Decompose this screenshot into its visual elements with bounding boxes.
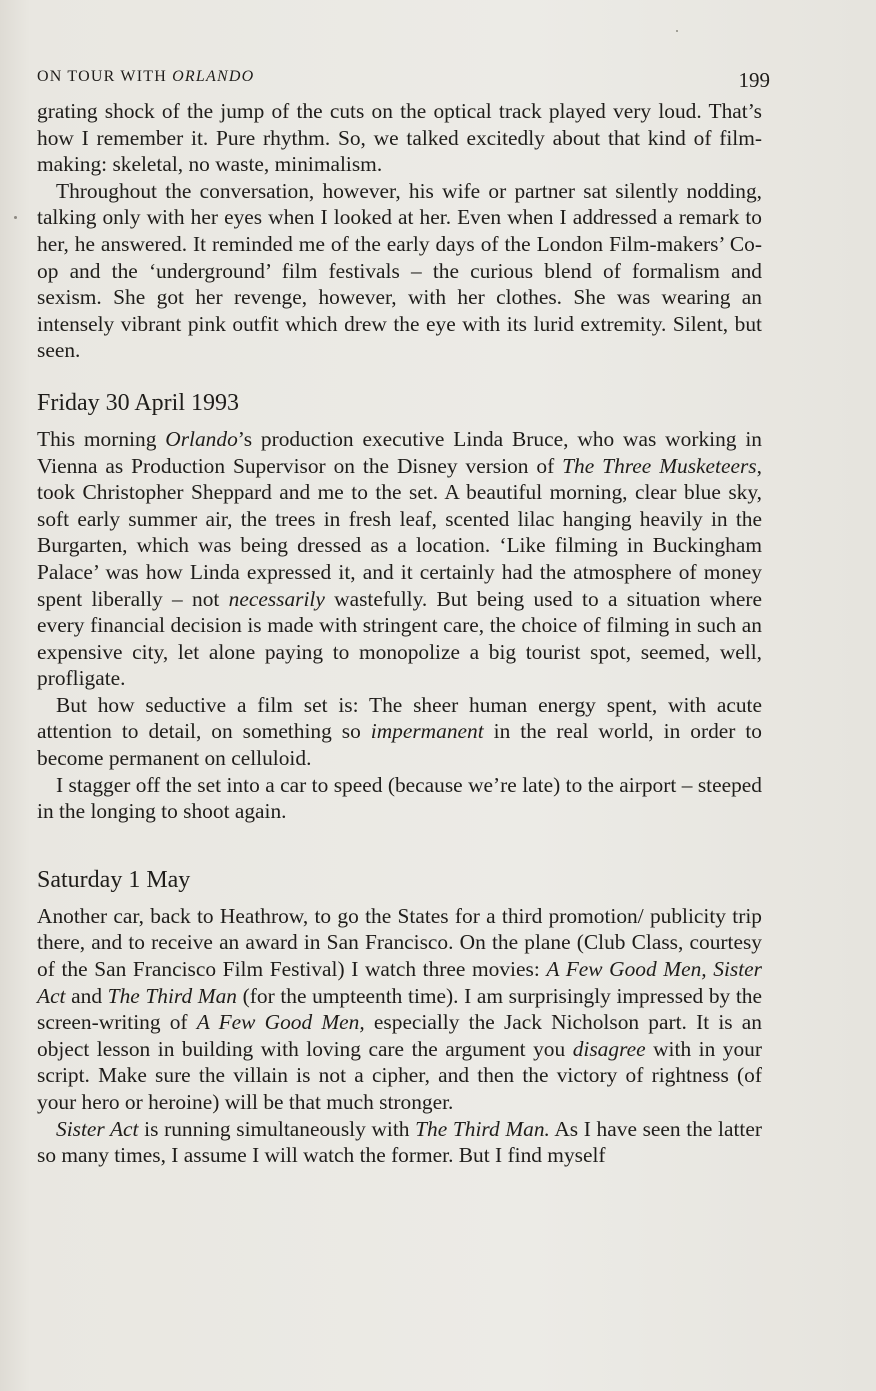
paragraph: Another car, back to Heathrow, to go the States for a third promotion/ publicity trip there, and to receive an award in San Francisco. On the plane (Club Class, courtesy of the San Francisco Film Festival) I watch three movies: A Few Good Men, Sister Act and The Third Man (for the umpteenth time). I am surprisingly impressed by the screen-writing of A Few Good Men, especially the Jack Nicholson part. It is an object lesson in building with loving care the argument you disagree with in your script. Make sure the villain is not a cipher, and then the victory of rightness (of your hero or heroine) will be that much stronger. bbox=[37, 903, 763, 1114]
paragraph: Throughout the conversation, however, his wife or partner sat silently nodding, talking only with her eyes when I looked at her. Even when I addressed a remark to her, he answered. It reminded me of the early days of the London Film-makers’ Co-op and the ‘underground’ film festivals – the curious blend of formalism and sexism. She got her revenge, however, with her clothes. She was wearing an intensely vibrant pink outfit which drew the eye with its lurid extremity. Silent, but seen. bbox=[37, 178, 762, 363]
diary-entry-heading: Friday 30 April 1993 bbox=[37, 389, 239, 416]
diary-entry-heading: Saturday 1 May bbox=[37, 866, 191, 893]
running-head-title: ON TOUR WITH ORLANDO bbox=[37, 68, 255, 85]
paragraph: But how seductive a film set is: The sheer human energy spent, with acute attention to detail, on something so impermanent in the real world, in order to become permanent on celluloid. bbox=[37, 692, 763, 771]
page-body bbox=[37, 98, 762, 1169]
paragraph: Sister Act is running simultaneously with The Third Man. As I have seen the latter so many times, I assume I will watch the former. But I find myself bbox=[37, 1116, 762, 1168]
scan-speck bbox=[14, 216, 17, 219]
paragraph: grating shock of the jump of the cuts on the optical track played very loud. That’s how I remember it. Pure rhythm. So, we talked excitedly about that kind of film-making: skeletal, no waste, minimalism. bbox=[37, 99, 762, 177]
paragraph: I stagger off the set into a car to speed (because we’re late) to the airport – steeped in the longing to shoot again. bbox=[37, 772, 762, 824]
running-head bbox=[37, 58, 770, 98]
scan-speck bbox=[676, 30, 678, 32]
page-number: 199 bbox=[738, 68, 770, 92]
paragraph: This morning Orlando’s production executive Linda Bruce, who was working in Vienna as Production Supervisor on the Disney version of The Three Musketeers, took Christopher Sheppard and me to the set. A beautiful morning, clear blue sky, soft early summer air, the trees in fresh leaf, scented lilac hanging heavily in the Burgarten, which was being dressed as a location. ‘Like filming in Buckingham Palace’ was how Linda expressed it, and it certainly had the atmosphere of money spent liberally – not necessarily wastefully. But being used to a situation where every financial decision is made with stringent care, the choice of filming in such an expensive city, let alone paying to monopolize a big tourist spot, seemed, well, profligate. bbox=[37, 426, 762, 691]
